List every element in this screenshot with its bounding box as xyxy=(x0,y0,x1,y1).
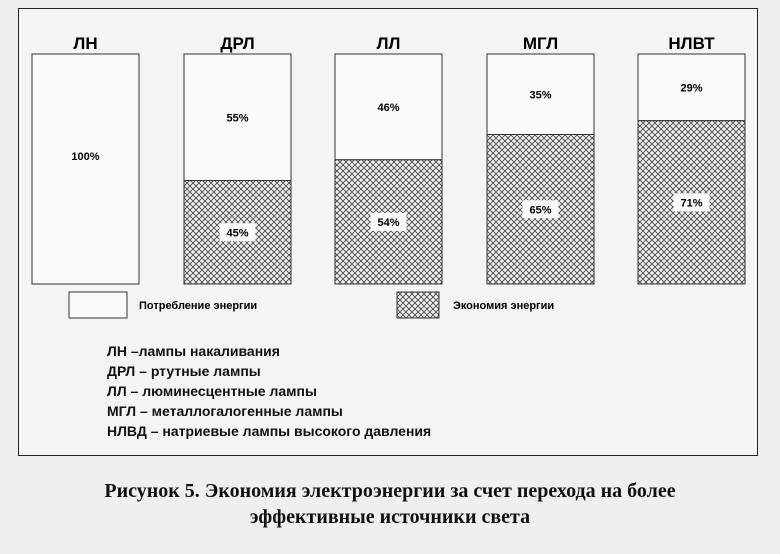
savings-value-label: 54% xyxy=(377,216,400,229)
chart-frame xyxy=(18,8,758,456)
savings-value-label: 65% xyxy=(529,204,552,217)
legend-swatch-savings xyxy=(397,292,439,318)
glossary-item: НЛВД – натриевые лампы высокого давления xyxy=(107,423,432,439)
glossary-item: ЛН –лампы накаливания xyxy=(107,343,280,359)
glossary-item: ДРЛ – ртутные лампы xyxy=(107,363,261,379)
savings-value-label: 71% xyxy=(680,197,703,210)
glossary-item: ЛЛ – люминесцентные лампы xyxy=(107,383,317,399)
caption-line-2: эффективные источники света xyxy=(249,506,531,528)
savings-value-label: 45% xyxy=(226,227,249,240)
figure-caption xyxy=(0,478,780,530)
consumption-value-label: 35% xyxy=(529,89,552,102)
category-label: ЛЛ xyxy=(376,34,401,53)
consumption-value-label: 46% xyxy=(377,101,400,114)
category-label: ЛН xyxy=(73,34,98,53)
consumption-value-label: 55% xyxy=(226,112,249,125)
abbreviation-glossary xyxy=(107,341,431,441)
legend-label-consumption: Потребление энергии xyxy=(139,300,258,312)
glossary-item: МГЛ – металлогалогенные лампы xyxy=(107,403,343,419)
legend-swatch-consumption xyxy=(69,292,127,318)
consumption-value-label: 29% xyxy=(680,82,703,95)
category-label: НЛВТ xyxy=(668,34,715,53)
bar-consumption xyxy=(32,54,139,284)
category-label: ДРЛ xyxy=(220,34,255,53)
consumption-value-label: 100% xyxy=(71,150,100,163)
category-label: МГЛ xyxy=(522,34,559,53)
legend-label-savings: Экономия энергии xyxy=(453,300,555,312)
caption-line-1: Рисунок 5. Экономия электроэнергии за счет перехода на более xyxy=(104,480,676,502)
